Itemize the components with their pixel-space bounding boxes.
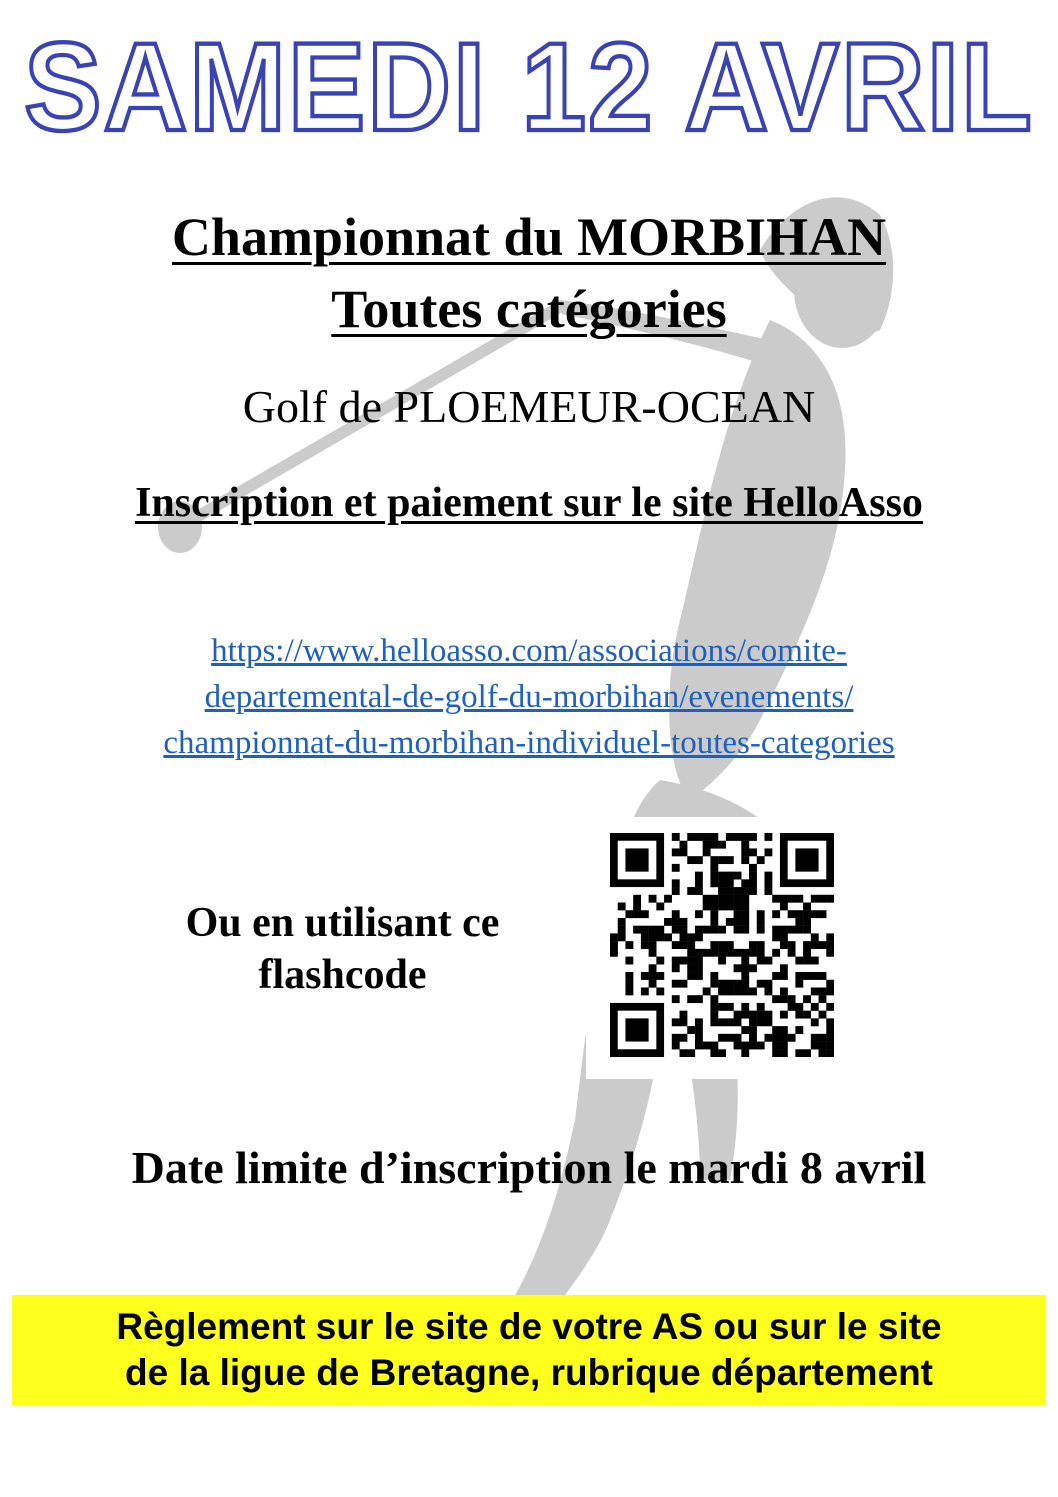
championship-title: Championnat du MORBIHAN: [171, 207, 887, 267]
helloasso-link[interactable]: [20, 628, 1038, 766]
link-line[interactable]: departemental-de-golf-du-morbihan/evenements/: [204, 679, 854, 715]
flashcode-label: Ou en utilisant ce flashcode: [185, 900, 500, 998]
rules-line: de la ligue de Bretagne, rubrique département: [124, 1352, 933, 1393]
rules-banner: [12, 1295, 1046, 1405]
rules-line: Règlement sur le site de votre AS ou sur le site: [116, 1306, 942, 1347]
registration-deadline: Date limite d’inscription le mardi 8 avril: [131, 1142, 927, 1193]
venue-name: Golf de PLOEMEUR-OCEAN: [242, 381, 816, 432]
date-banner: SAMEDI 12 AVRIL: [24, 16, 1034, 158]
link-line[interactable]: https://www.helloasso.com/associations/comite-: [211, 633, 847, 669]
link-line[interactable]: championnat-du-morbihan-individuel-toutes-categories: [163, 725, 895, 761]
category-subtitle: Toutes catégories: [331, 279, 727, 339]
qr-code[interactable]: [586, 817, 856, 1079]
qr-code-image: [610, 833, 834, 1057]
signup-heading: Inscription et paiement sur le site HelloAsso: [135, 480, 923, 526]
